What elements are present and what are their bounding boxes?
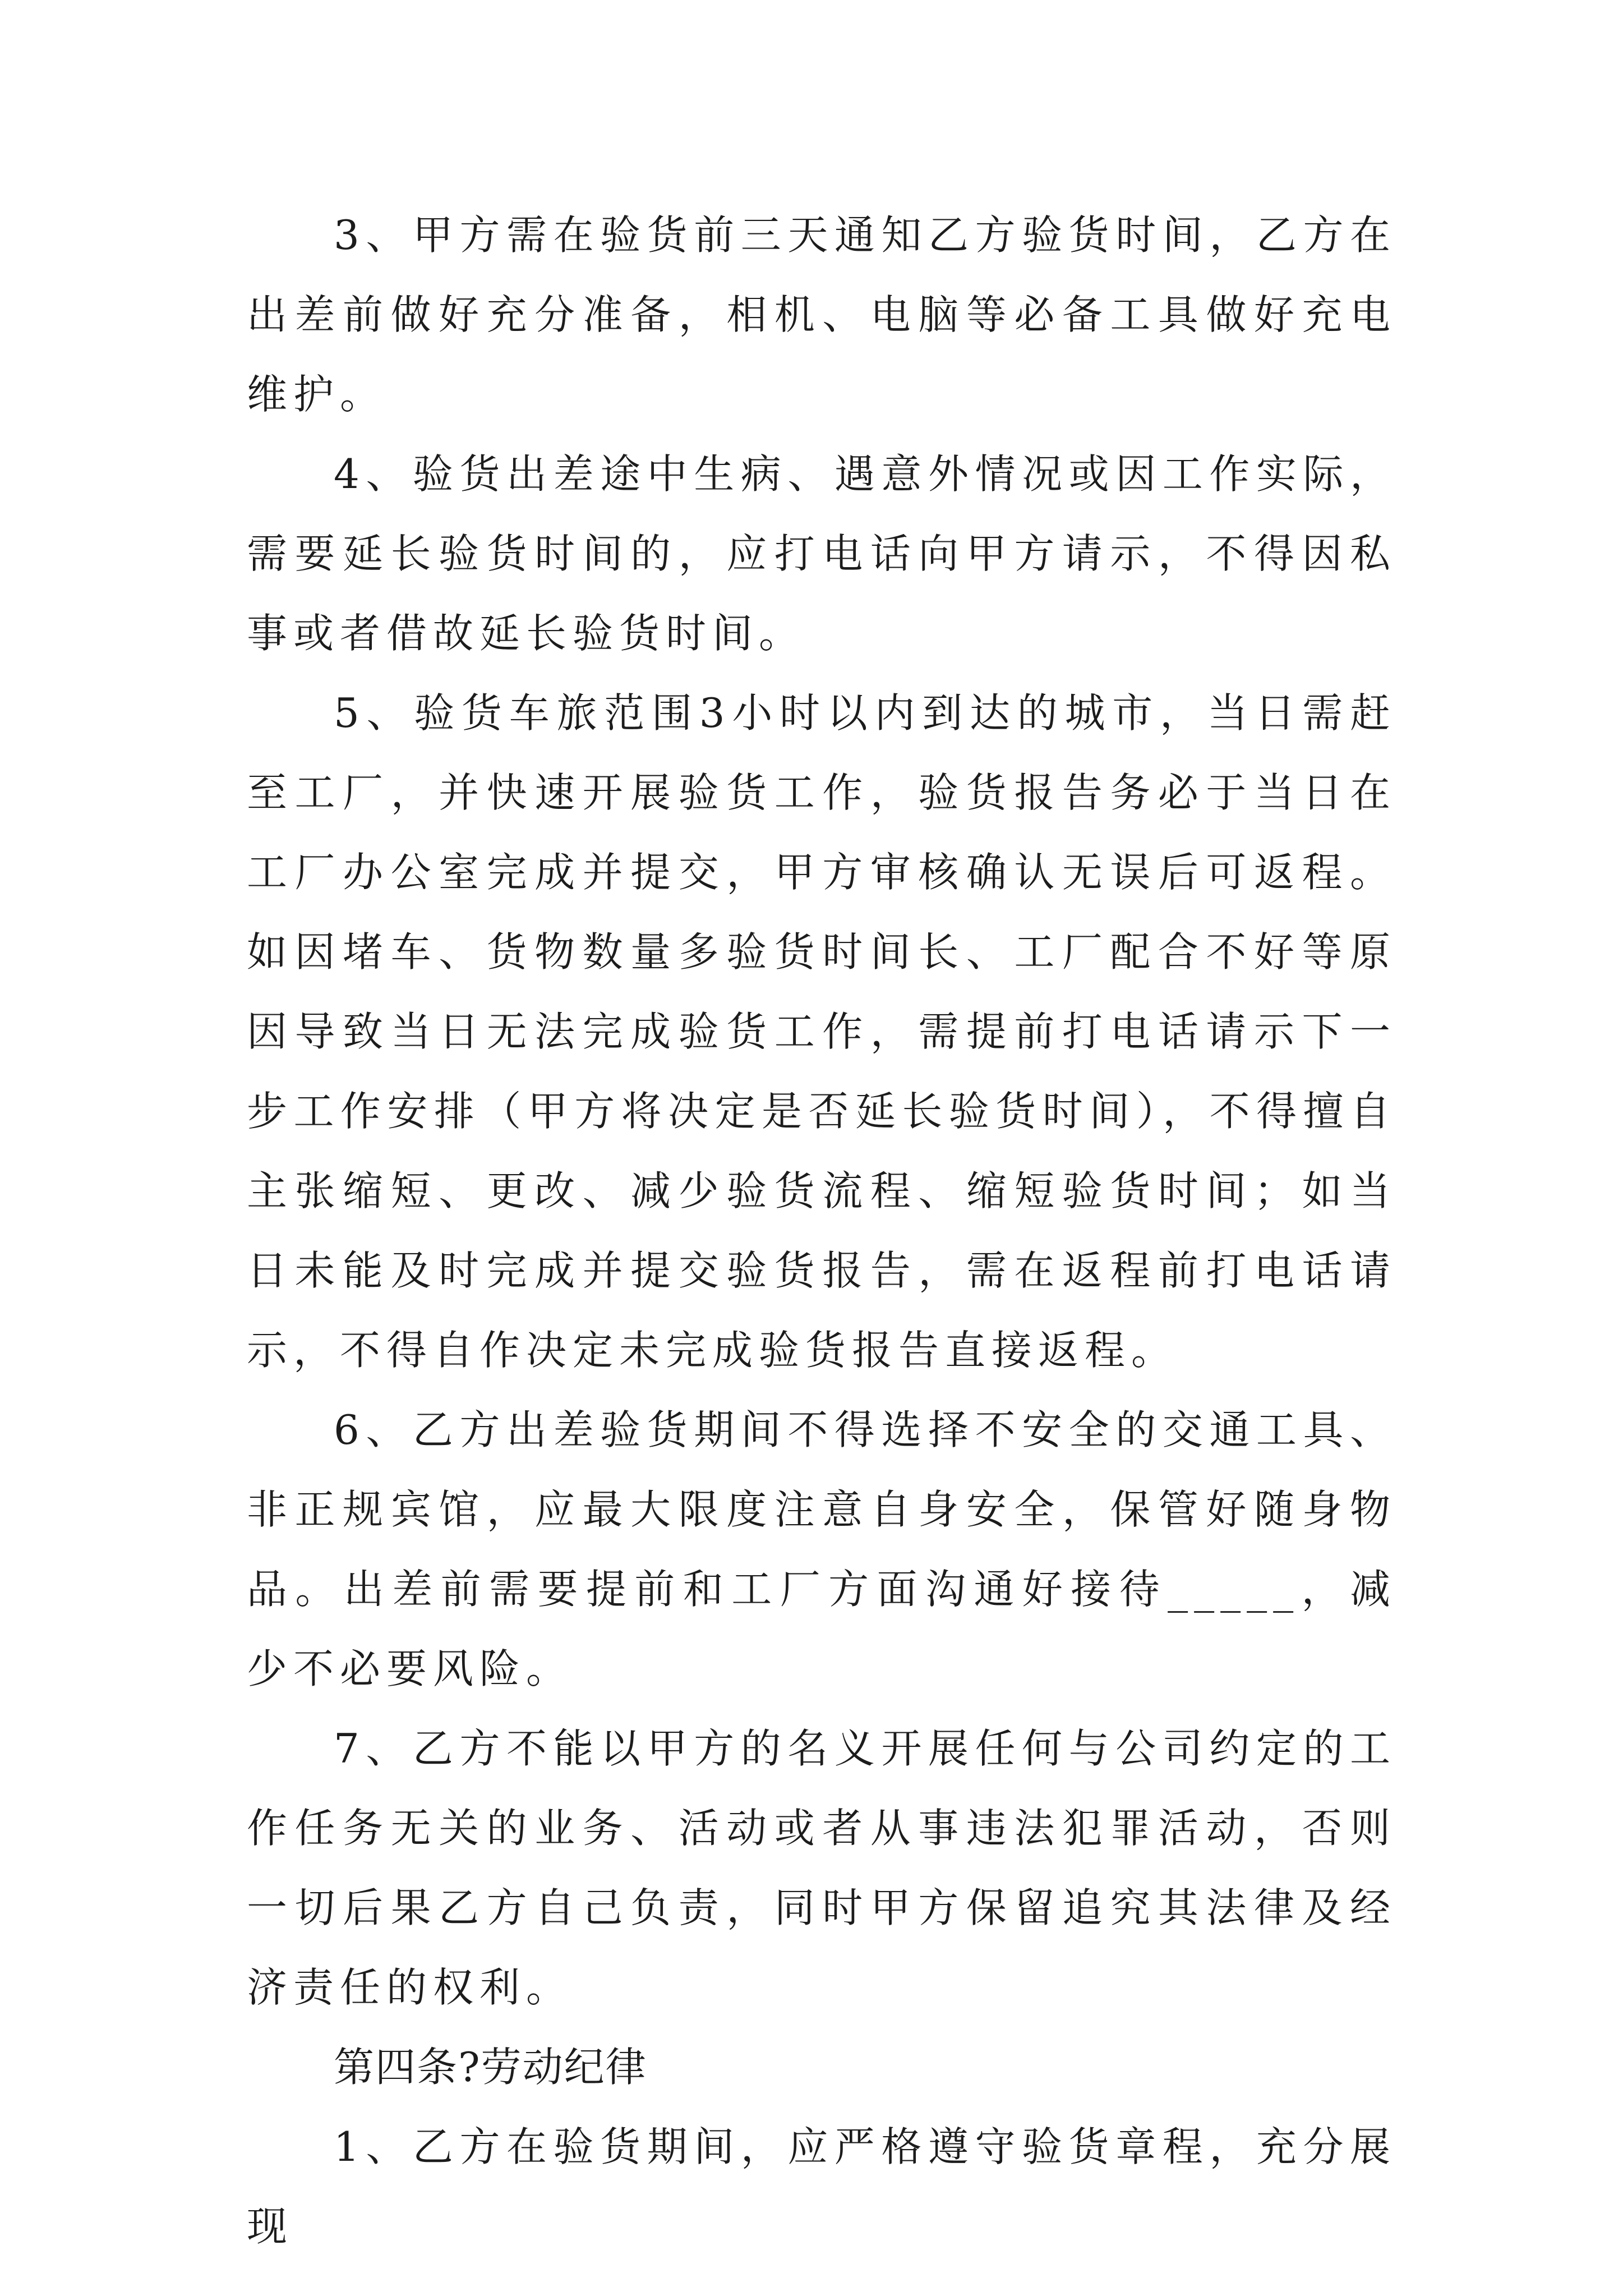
clause-3-paragraph: 3、甲方需在验货前三天通知乙方验货时间，乙方在出差前做好充分准备，相机、电脑等必备工具做好充电维护。	[247, 211, 1396, 418]
clause-6-paragraph: 6、乙方出差验货期间不得选择不安全的交通工具、非正规宾馆，应最大限度注意自身安全，保管好随身物品。出差前需要提前和工厂方面沟通好接待_____，减少不必要风险。	[247, 1406, 1396, 1692]
clause-7-paragraph: 7、乙方不能以甲方的名义开展任何与公司约定的工作任务无关的业务、活动或者从事违法犯罪活动，否则一切后果乙方自己负责，同时甲方保留追究其法律及经济责任的权利。	[247, 1725, 1396, 2011]
section-heading: 第四条?劳动纪律	[334, 2044, 647, 2091]
section-4-clause-1-paragraph: 1、乙方在验货期间，应严格遵守验货章程，充分展现	[247, 2123, 1396, 2250]
document-body	[247, 195, 1396, 2266]
clause-4-paragraph: 4、验货出差途中生病、遇意外情况或因工作实际，需要延长验货时间的，应打电话向甲方请示，不得因私事或者借故延长验货时间。	[247, 450, 1396, 657]
clause-5-paragraph: 5、验货车旅范围3小时以内到达的城市，当日需赶至工厂，并快速开展验货工作，验货报告务必于当日在工厂办公室完成并提交，甲方审核确认无误后可返程。如因堵车、货物数量多验货时间长、工厂配合不好等原因导致当日无法完成验货工作，需提前打电话请示下一步工作安排（甲方将决定是否延长验货时间），不得擅自主张缩短、更改、减少验货流程、缩短验货时间；如当日未能及时完成并提交验货报告，需在返程前打电话请示，不得自作决定未完成验货报告直接返程。	[247, 689, 1396, 1374]
